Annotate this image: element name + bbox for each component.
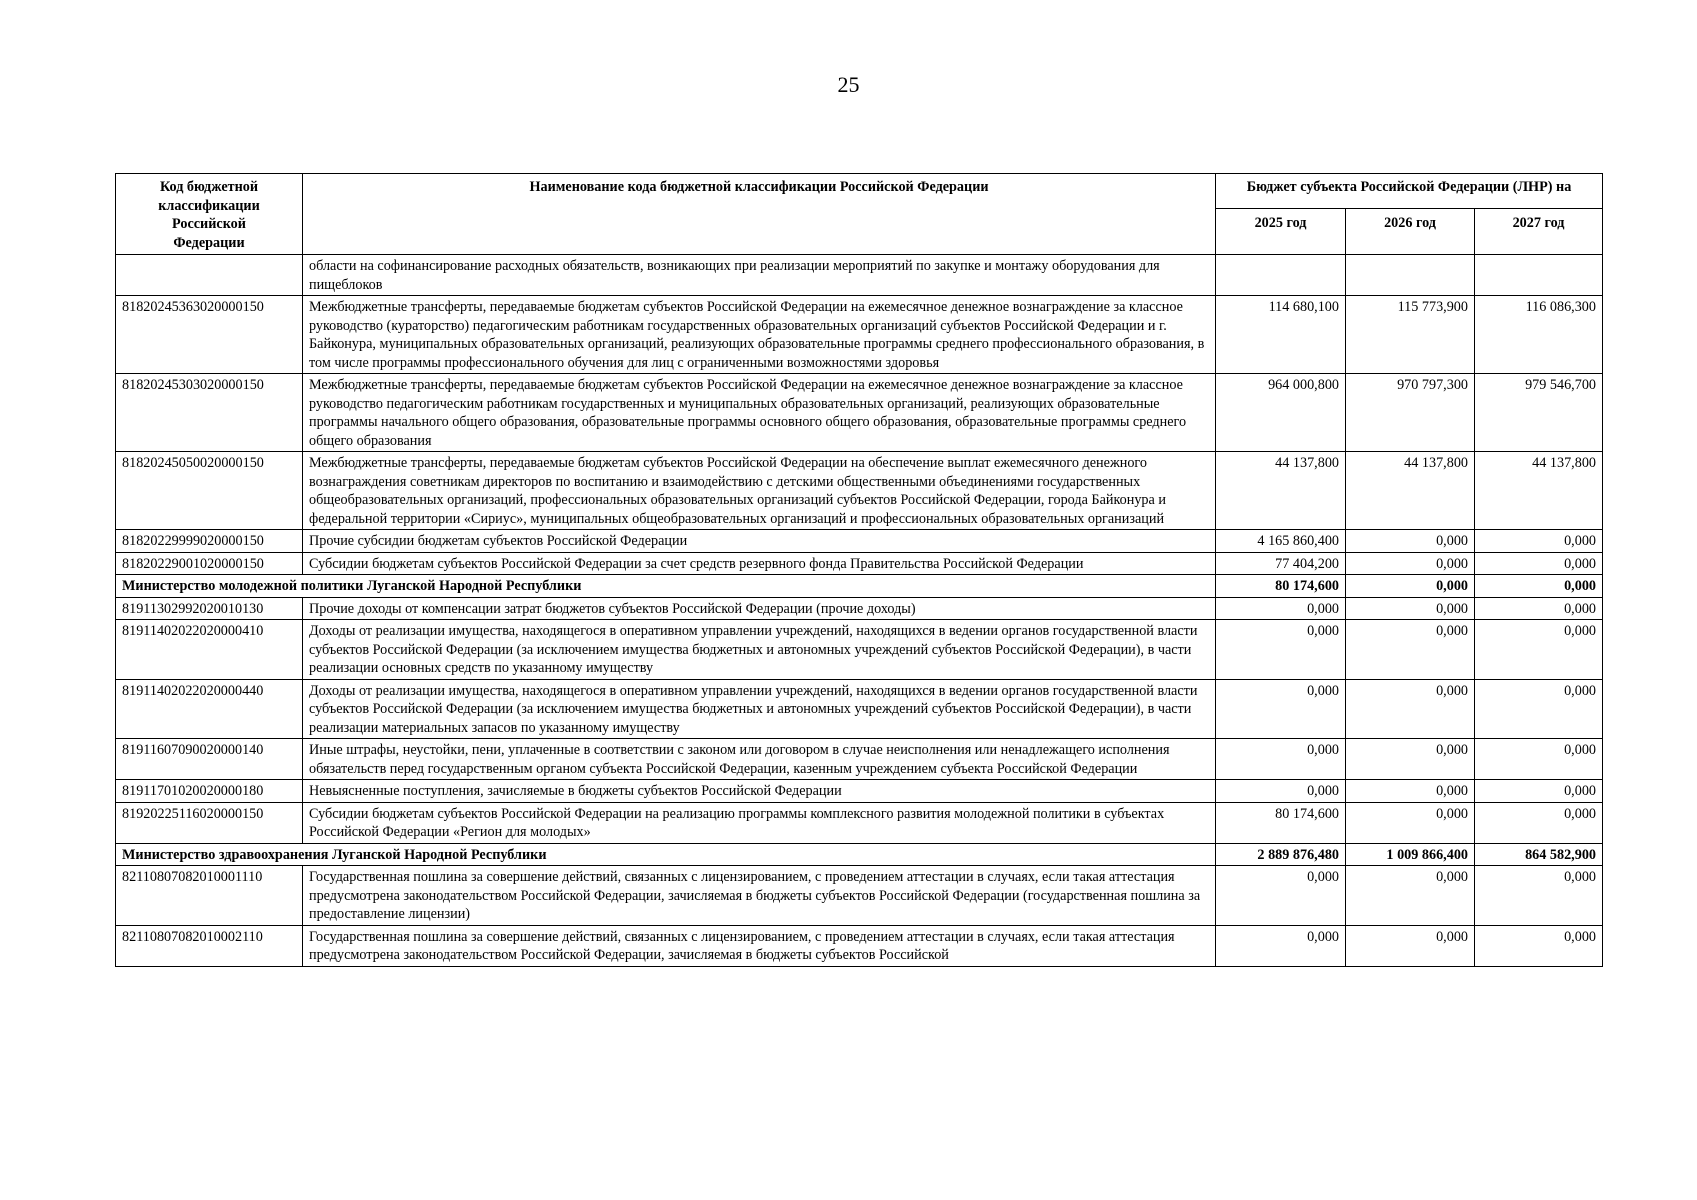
- table-header: [116, 174, 1603, 255]
- budget-code: 81820245050020000150: [116, 452, 303, 530]
- table-row: [116, 925, 1603, 966]
- table-row: [116, 780, 1603, 803]
- page-number: 25: [837, 72, 860, 97]
- amount-2025: 964 000,800: [1216, 374, 1346, 452]
- budget-code: 81911701020020000180: [116, 780, 303, 803]
- table-row: [116, 679, 1603, 739]
- table-row: [116, 374, 1603, 452]
- amount-2027: 0,000: [1475, 802, 1603, 843]
- amount-2026: 0,000: [1346, 739, 1475, 780]
- budget-code: 82110807082010001110: [116, 866, 303, 926]
- budget-code-name: Доходы от реализации имущества, находящегося в оперативном управлении учреждений, находящихся в ведении органов государственной власти субъектов Российской Федерации (за исключением имущества бюджетных и автономных учреждений субъектов Российской Федерации), в части реализации основных средств по указанному имуществу: [303, 620, 1216, 680]
- budget-code-name: Доходы от реализации имущества, находящегося в оперативном управлении учреждений, находящихся в ведении органов государственной власти субъектов Российской Федерации (за исключением имущества бюджетных и автономных учреждений субъектов Российской Федерации), в части реализации материальных запасов по указанному имуществу: [303, 679, 1216, 739]
- amount-2025: [1216, 255, 1346, 296]
- budget-code: 81820229001020000150: [116, 552, 303, 575]
- amount-2027: 0,000: [1475, 552, 1603, 575]
- amount-2026: 0,000: [1346, 620, 1475, 680]
- table-row: [116, 802, 1603, 843]
- header-budget: Бюджет субъекта Российской Федерации (ЛНР) на: [1216, 174, 1603, 209]
- amount-2025: 0,000: [1216, 780, 1346, 803]
- budget-code-name: Субсидии бюджетам субъектов Российской Федерации за счет средств резервного фонда Правительства Российской Федерации: [303, 552, 1216, 575]
- budget-code: 81920225116020000150: [116, 802, 303, 843]
- amount-2026: 0,000: [1346, 575, 1475, 598]
- amount-2025: 0,000: [1216, 739, 1346, 780]
- table-row: [116, 597, 1603, 620]
- header-name: Наименование кода бюджетной классификации Российской Федерации: [303, 174, 1216, 255]
- header-year-2026: 2026 год: [1346, 209, 1475, 255]
- budget-code: 81911607090020000140: [116, 739, 303, 780]
- amount-2027: 0,000: [1475, 597, 1603, 620]
- amount-2025: 80 174,600: [1216, 802, 1346, 843]
- amount-2027: 0,000: [1475, 530, 1603, 553]
- budget-table: [115, 173, 1603, 967]
- budget-code-name: Межбюджетные трансферты, передаваемые бюджетам субъектов Российской Федерации на ежемесячное денежное вознаграждение за классное руководство педагогическим работникам государственных и муниципальных образовательных организаций, реализующих образовательные программы начального общего образования, образовательные программы основного общего образования, образовательные программы среднего общего образования: [303, 374, 1216, 452]
- section-name: Министерство молодежной политики Луганской Народной Республики: [116, 575, 1216, 598]
- budget-code-name: области на софинансирование расходных обязательств, возникающих при реализации мероприятий по закупке и монтажу оборудования для пищеблоков: [303, 255, 1216, 296]
- amount-2027: 864 582,900: [1475, 843, 1603, 866]
- budget-code: 81820245363020000150: [116, 296, 303, 374]
- amount-2025: 44 137,800: [1216, 452, 1346, 530]
- budget-code-name: Невыясненные поступления, зачисляемые в бюджеты субъектов Российской Федерации: [303, 780, 1216, 803]
- amount-2026: 0,000: [1346, 802, 1475, 843]
- budget-code: 81911402022020000410: [116, 620, 303, 680]
- table-row: [116, 552, 1603, 575]
- amount-2026: [1346, 255, 1475, 296]
- budget-code: 81911302992020010130: [116, 597, 303, 620]
- budget-code-name: Прочие субсидии бюджетам субъектов Российской Федерации: [303, 530, 1216, 553]
- amount-2026: 115 773,900: [1346, 296, 1475, 374]
- header-year-2027: 2027 год: [1475, 209, 1603, 255]
- budget-code: 81911402022020000440: [116, 679, 303, 739]
- amount-2025: 0,000: [1216, 620, 1346, 680]
- section-row: [116, 843, 1603, 866]
- amount-2026: 0,000: [1346, 780, 1475, 803]
- budget-code: 82110807082010002110: [116, 925, 303, 966]
- amount-2026: 1 009 866,400: [1346, 843, 1475, 866]
- table-row: [116, 530, 1603, 553]
- table-body: [116, 255, 1603, 967]
- amount-2026: 0,000: [1346, 530, 1475, 553]
- amount-2027: 0,000: [1475, 575, 1603, 598]
- amount-2027: 0,000: [1475, 866, 1603, 926]
- amount-2025: 2 889 876,480: [1216, 843, 1346, 866]
- table-row: [116, 620, 1603, 680]
- budget-code-name: Прочие доходы от компенсации затрат бюджетов субъектов Российской Федерации (прочие доходы): [303, 597, 1216, 620]
- amount-2025: 4 165 860,400: [1216, 530, 1346, 553]
- amount-2027: 0,000: [1475, 925, 1603, 966]
- table-row: [116, 452, 1603, 530]
- amount-2026: 44 137,800: [1346, 452, 1475, 530]
- amount-2025: 114 680,100: [1216, 296, 1346, 374]
- amount-2025: 80 174,600: [1216, 575, 1346, 598]
- header-code: Код бюджетной классификации Российской Федерации: [116, 174, 303, 255]
- section-name: Министерство здравоохранения Луганской Народной Республики: [116, 843, 1216, 866]
- amount-2027: 0,000: [1475, 620, 1603, 680]
- amount-2026: 970 797,300: [1346, 374, 1475, 452]
- table-row: [116, 296, 1603, 374]
- amount-2025: 0,000: [1216, 597, 1346, 620]
- budget-code-name: Межбюджетные трансферты, передаваемые бюджетам субъектов Российской Федерации на ежемесячное денежное вознаграждение за классное руководство (кураторство) педагогическим работникам государственных образовательных организаций субъектов Российской Федерации и г. Байконура, муниципальных образовательных организаций, реализующих образовательные программы среднего профессионального образования, в том числе программы профессионального обучения для лиц с ограниченными возможностями здоровья: [303, 296, 1216, 374]
- amount-2027: [1475, 255, 1603, 296]
- budget-code-name: Государственная пошлина за совершение действий, связанных с лицензированием, с проведением аттестации в случаях, если такая аттестация предусмотрена законодательством Российской Федерации, зачисляемая в бюджеты субъектов Российской: [303, 925, 1216, 966]
- table-row: [116, 866, 1603, 926]
- amount-2027: 0,000: [1475, 739, 1603, 780]
- budget-code-name: Межбюджетные трансферты, передаваемые бюджетам субъектов Российской Федерации на обеспечение выплат ежемесячного денежного вознаграждения советникам директоров по воспитанию и взаимодействию с детскими общественными объединениями государственных общеобразовательных организаций, профессиональных образовательных организаций субъектов Российской Федерации, города Байконура и федеральной территории «Сириус», муниципальных общеобразовательных организаций и профессиональных образовательных организаций: [303, 452, 1216, 530]
- amount-2026: 0,000: [1346, 552, 1475, 575]
- amount-2027: 116 086,300: [1475, 296, 1603, 374]
- amount-2025: 0,000: [1216, 679, 1346, 739]
- budget-code: 81820245303020000150: [116, 374, 303, 452]
- amount-2026: 0,000: [1346, 866, 1475, 926]
- amount-2025: 0,000: [1216, 925, 1346, 966]
- amount-2027: 979 546,700: [1475, 374, 1603, 452]
- amount-2026: 0,000: [1346, 597, 1475, 620]
- table-row: [116, 255, 1603, 296]
- header-year-2025: 2025 год: [1216, 209, 1346, 255]
- budget-code-name: Государственная пошлина за совершение действий, связанных с лицензированием, с проведением аттестации в случаях, если такая аттестация предусмотрена законодательством Российской Федерации, зачисляемая в бюджеты субъектов Российской Федерации (государственная пошлина за предоставление лицензии): [303, 866, 1216, 926]
- table-row: [116, 739, 1603, 780]
- amount-2026: 0,000: [1346, 679, 1475, 739]
- budget-code: 81820229999020000150: [116, 530, 303, 553]
- amount-2027: 0,000: [1475, 780, 1603, 803]
- amount-2025: 77 404,200: [1216, 552, 1346, 575]
- amount-2025: 0,000: [1216, 866, 1346, 926]
- budget-code-name: Иные штрафы, неустойки, пени, уплаченные в соответствии с законом или договором в случае неисполнения или ненадлежащего исполнения обязательств перед государственным органом субъекта Российской Федерации, казенным учреждением субъекта Российской Федерации: [303, 739, 1216, 780]
- budget-code-name: Субсидии бюджетам субъектов Российской Федерации на реализацию программы комплексного развития молодежной политики в субъектах Российской Федерации «Регион для молодых»: [303, 802, 1216, 843]
- budget-code: [116, 255, 303, 296]
- amount-2027: 44 137,800: [1475, 452, 1603, 530]
- amount-2026: 0,000: [1346, 925, 1475, 966]
- section-row: [116, 575, 1603, 598]
- amount-2027: 0,000: [1475, 679, 1603, 739]
